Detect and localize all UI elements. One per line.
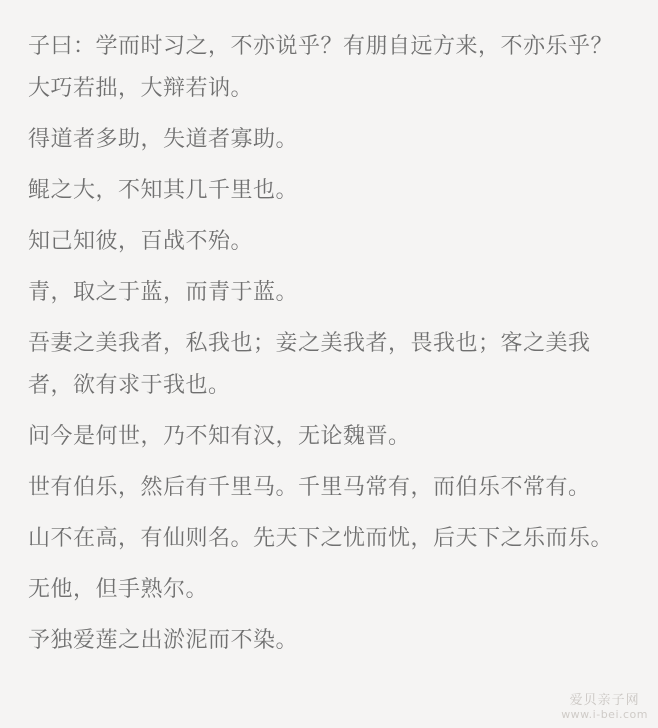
paragraph: 予独爱莲之出淤泥而不染。 (28, 628, 299, 653)
paragraph: 山不在高，有仙则名。先天下之忧而忧，后天下之乐而乐。 (28, 526, 614, 551)
paragraph: 问今是何世，乃不知有汉，无论魏晋。 (28, 424, 411, 449)
paragraph: 得道者多助，失道者寡助。 (28, 127, 299, 152)
paragraph: 鲲之大，不知其几千里也。 (28, 178, 299, 203)
paragraph: 青，取之于蓝，而青于蓝。 (28, 280, 299, 305)
paragraph: 子曰：学而时习之，不亦说乎？有朋自远方来，不亦乐乎？大巧若拙，大辩若讷。 (28, 34, 614, 101)
watermark-url: www.i-bei.com (561, 708, 648, 722)
watermark-title: 爱贝亲子网 (569, 693, 640, 709)
paragraph: 吾妻之美我者，私我也；妾之美我者，畏我也；客之美我者，欲有求于我也。 (28, 331, 591, 398)
watermark (561, 694, 648, 722)
paragraph: 无他，但手熟尔。 (28, 577, 209, 602)
paragraph: 知己知彼，百战不殆。 (28, 229, 254, 254)
paragraph: 世有伯乐，然后有千里马。千里马常有，而伯乐不常有。 (28, 475, 591, 500)
